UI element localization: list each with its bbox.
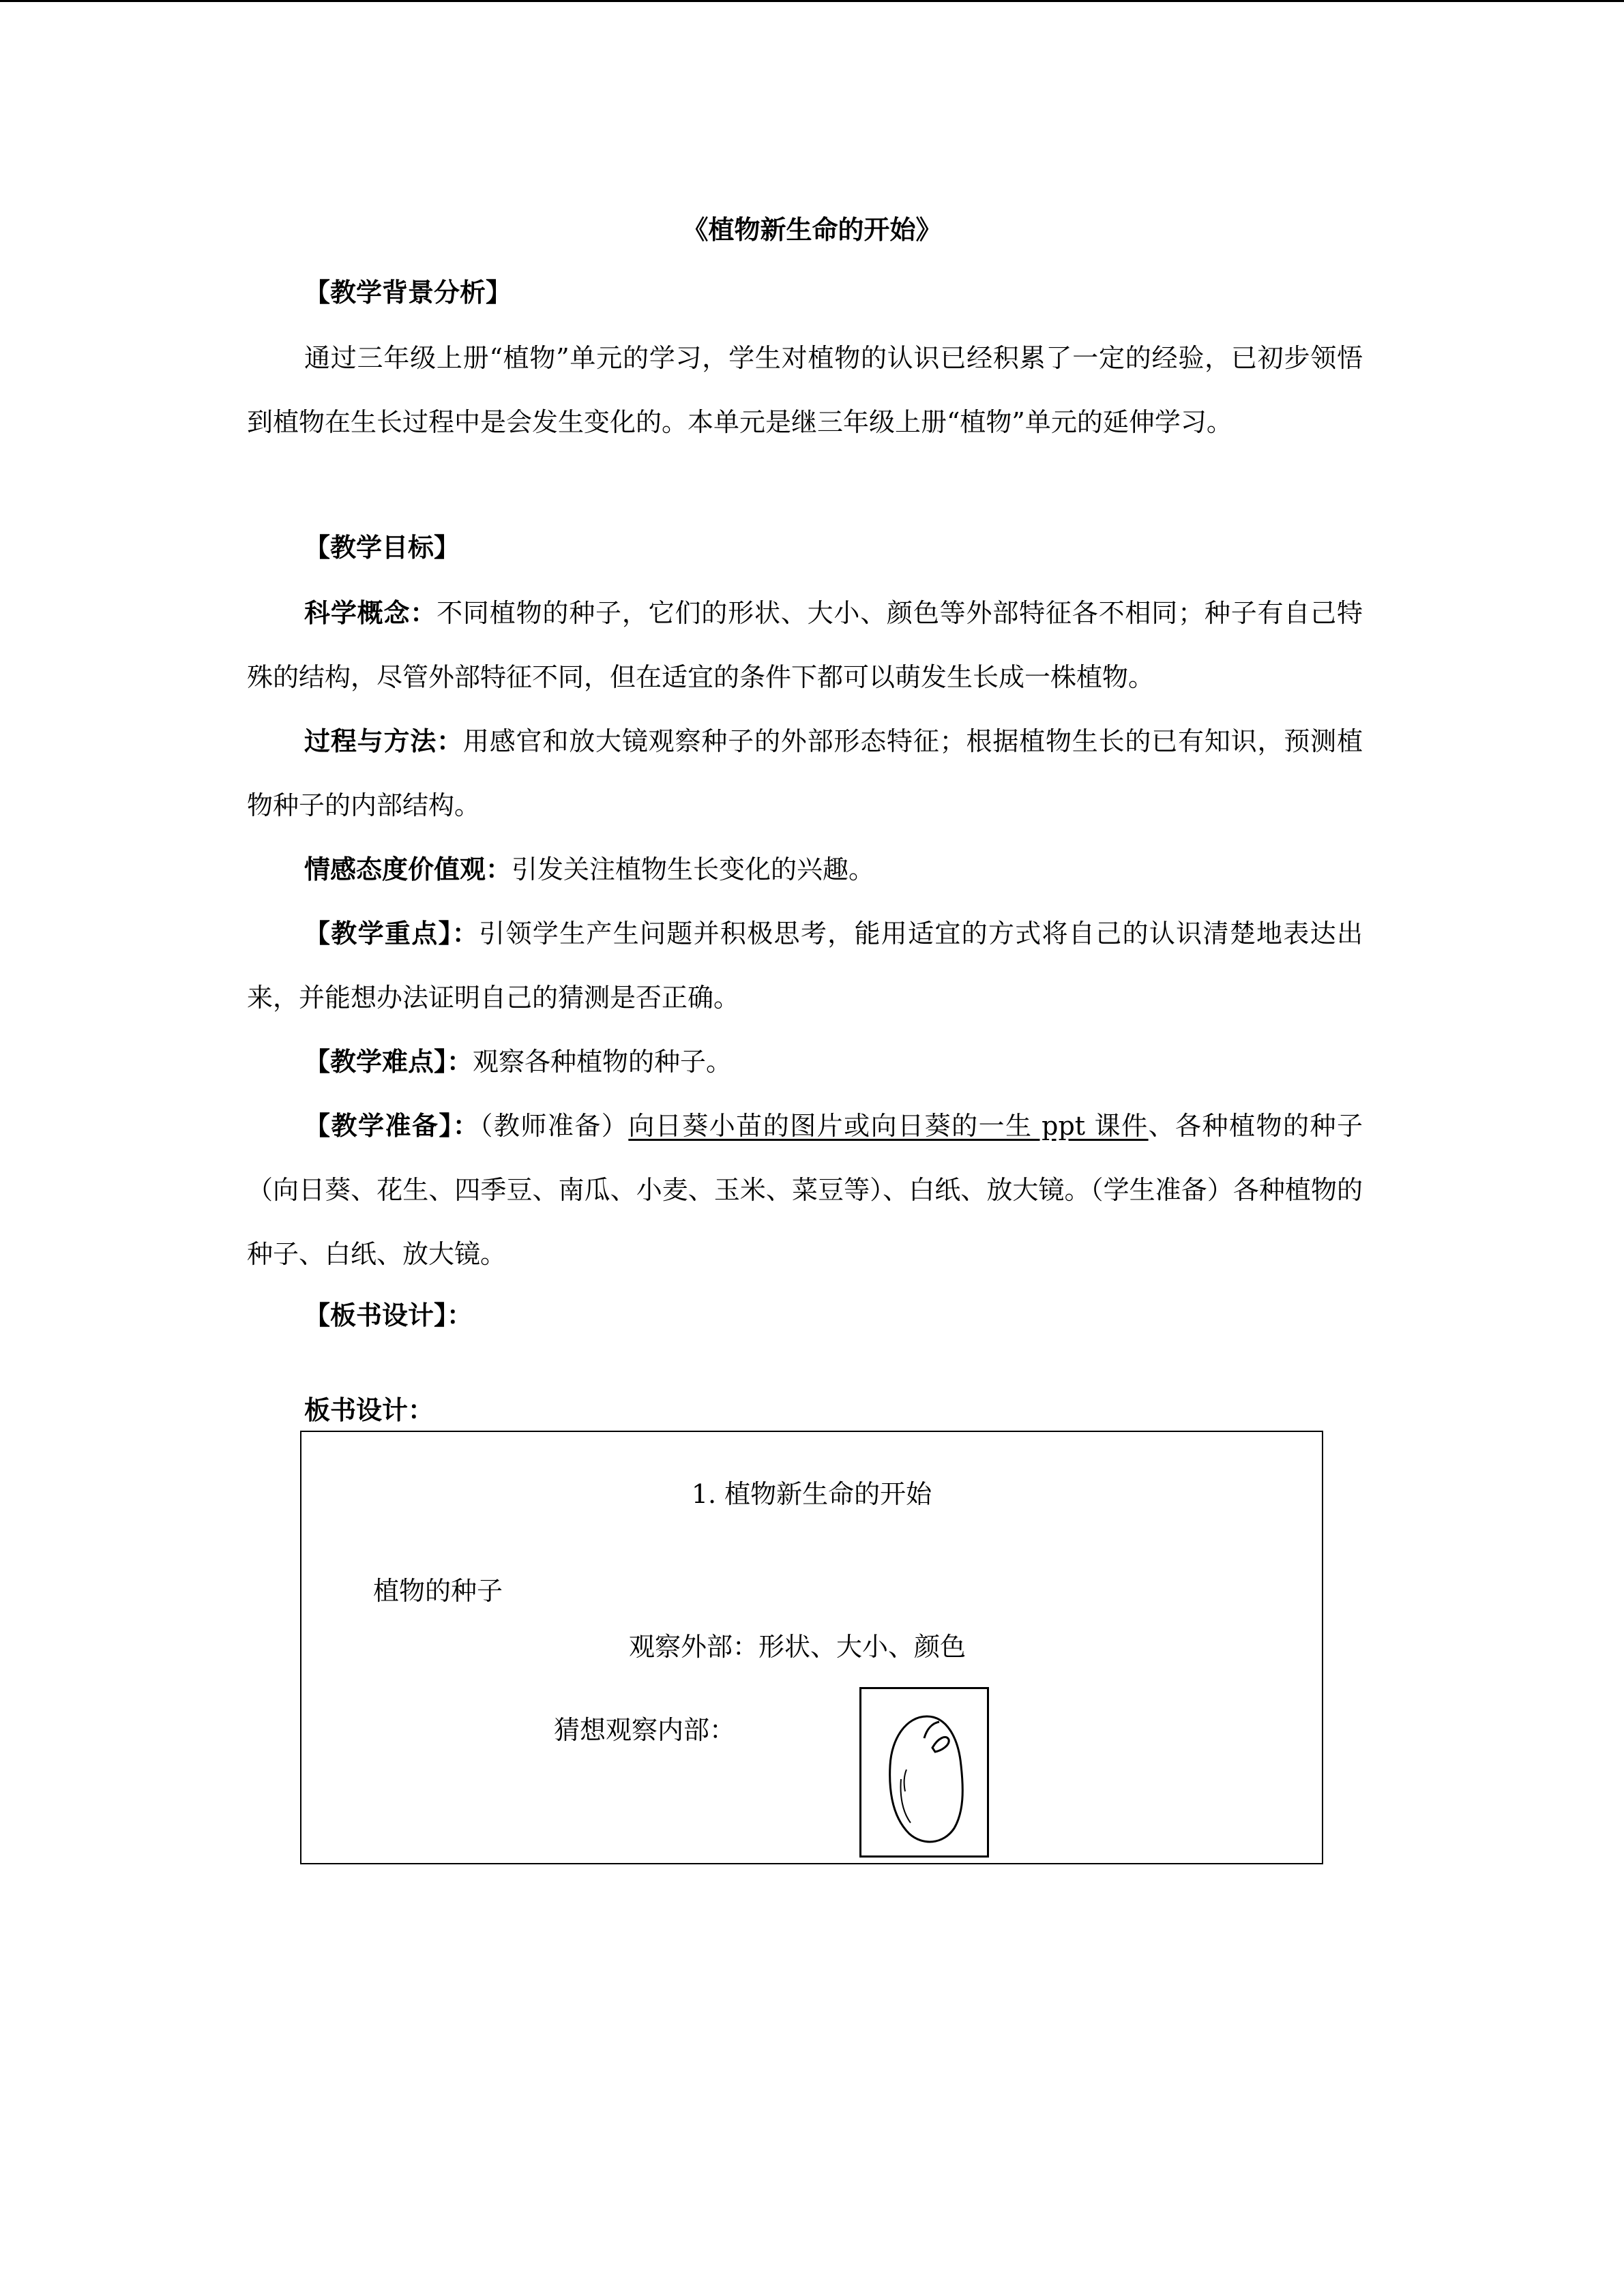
background-text: 通过三年级上册“植物”单元的学习，学生对植物的认识已经积累了一定的经验，已初步领悟到植物在生长过程中是会发生变化的。本单元是继三年级上册“植物”单元的延伸学习。 [247,343,1363,437]
paragraph-preparation [247,1094,1363,1286]
difficulty-text: 观察各种植物的种子。 [473,1047,733,1077]
prep-text-b: 、各种植物的种子（向日葵、花生、四季豆、南瓜、小麦、玉米、菜豆等）、白纸、放大镜。（学生准备）各种植物的种子、白纸、放大镜。 [247,1111,1363,1269]
seed-radicle-stroke [924,1722,939,1738]
paragraph-method [247,709,1363,837]
seed-sketch-icon [861,1689,987,1855]
seed-bud-stroke [932,1737,949,1752]
difficulty-label: 【教学难点】： [304,1046,473,1077]
seed-image-frame [859,1687,989,1858]
method-label: 过程与方法： [304,726,463,756]
concept-text: 不同植物的种子，它们的形状、大小、颜色等外部特征各不相同；种子有自己特殊的结构，尽管外部特征不同，但在适宜的条件下都可以萌发生长成一株植物。 [247,598,1363,692]
paragraph-background [247,326,1363,454]
board-design-box [300,1431,1323,1864]
paragraph-difficulty [247,1030,1363,1094]
board-design-label: 板书设计： [304,1395,434,1425]
seed-inner-stroke [904,1770,906,1791]
attitude-text: 引发关注植物生长变化的兴趣。 [512,854,875,884]
board-observe-line: 观察外部：形状、大小、颜色 [629,1632,966,1662]
board-seed-line: 植物的种子 [373,1576,503,1606]
attitude-label: 情感态度价值观： [304,854,512,884]
prep-text-a: （教师准备） [479,1111,629,1141]
concept-label: 科学概念： [304,597,437,628]
method-text: 用感官和放大镜观察种子的外部形态特征；根据植物生长的已有知识，预测植物种子的内部结构。 [247,726,1363,820]
heading-goals: 【教学目标】 [304,532,460,563]
board-guess-line: 猜想观察内部： [554,1715,736,1745]
key-points-text: 引领学生产生问题并积极思考，能用适宜的方式将自己的认识清楚地表达出来，并能想办法证明自己的猜测是否正确。 [247,919,1363,1013]
seed-shading-stroke [901,1779,911,1823]
board-title: 1. 植物新生命的开始 [691,1479,932,1509]
document-title: 《植物新生命的开始》 [682,214,942,245]
heading-background: 【教学背景分析】 [304,277,512,308]
paragraph-attitude [247,837,1363,901]
key-points-label: 【教学重点】： [304,918,479,949]
prep-label: 【教学准备】： [304,1110,480,1141]
paragraph-key-points [247,901,1363,1030]
prep-courseware-link[interactable]: 向日葵小苗的图片或向日葵的一生 ppt 课件 [628,1111,1149,1141]
paragraph-concept [247,581,1363,709]
heading-board-design: 【板书设计】： [304,1300,473,1330]
